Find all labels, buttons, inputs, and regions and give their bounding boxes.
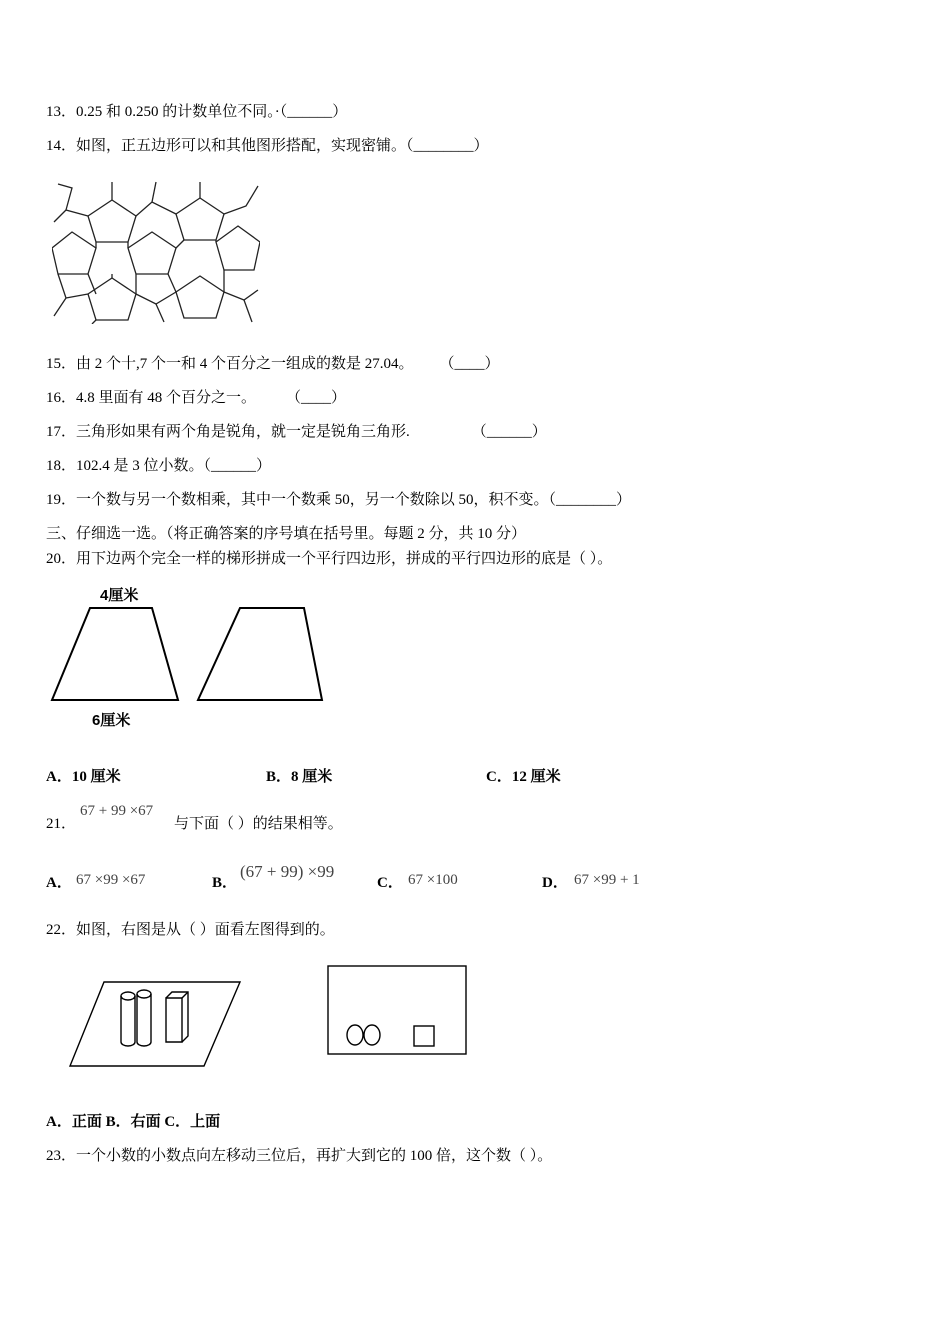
- trapezoid-left: [52, 608, 178, 700]
- pentagon-4: [216, 226, 260, 270]
- pentagon-7: [176, 276, 224, 318]
- question-15-text: 15．由 2 个十,7 个一和 4 个百分之一组成的数是 27.04。: [46, 356, 414, 372]
- question-16-blank: （____）: [286, 390, 347, 406]
- question-17: [46, 422, 547, 442]
- q21-option-a-expr: 67 ×99 ×67: [76, 872, 146, 888]
- question-14: 14．如图，正五边形可以和其他图形搭配，实现密铺。（________）: [46, 138, 489, 154]
- question-16: [46, 388, 346, 408]
- pentagon-1: [88, 200, 136, 242]
- q20-option-b[interactable]: B．8 厘米: [266, 769, 333, 785]
- q20-option-c[interactable]: C．12 厘米: [486, 769, 561, 785]
- question-19: 19．一个数与另一个数相乘，其中一个数乘 50，另一个数除以 50，积不变。（________）: [46, 492, 632, 508]
- view-square: [414, 1026, 434, 1046]
- q22-options[interactable]: A．正面 B．右面 C．上面: [46, 1114, 221, 1130]
- question-17-blank: （______）: [471, 424, 547, 440]
- rectangular-prism: [166, 992, 188, 1042]
- section-3-heading: 三、仔细选一选。（将正确答案的序号填在括号里。每题 2 分，共 10 分）: [46, 526, 527, 542]
- question-16-text: 16．4.8 里面有 48 个百分之一。: [46, 390, 257, 406]
- three-view-figure: [68, 962, 474, 1070]
- q21-option-c-label[interactable]: C．: [377, 875, 403, 891]
- trapezoid-bottom-label: 6厘米: [92, 712, 131, 729]
- q21-option-a-label[interactable]: A．: [46, 875, 72, 891]
- cylinder-2: [137, 990, 151, 1046]
- view-circle-1: [347, 1025, 363, 1045]
- question-21-expression: 67 + 99 ×67: [80, 803, 154, 819]
- question-17-text: 17．三角形如果有两个角是锐角，就一定是锐角三角形.: [46, 424, 410, 440]
- question-18: 18．102.4 是 3 位小数。（______）: [46, 458, 272, 474]
- q21-option-c-expr: 67 ×100: [408, 872, 458, 888]
- pentagon-5: [52, 232, 96, 274]
- trapezoid-right: [198, 608, 322, 700]
- pentagon-2: [176, 198, 224, 240]
- question-21-number: 21．: [46, 816, 77, 832]
- pentagon-tessellation-figure: [52, 180, 260, 324]
- parallelogram-base: [70, 982, 240, 1066]
- q21-option-d-expr: 67 ×99 + 1: [574, 872, 640, 888]
- question-22: 22．如图，右图是从（ ）面看左图得到的。: [46, 922, 335, 938]
- view-circle-2: [364, 1025, 380, 1045]
- q20-option-a[interactable]: A．10 厘米: [46, 769, 121, 785]
- question-15: [46, 354, 500, 374]
- cylinder-1: [121, 992, 135, 1046]
- question-15-blank: （____）: [439, 356, 500, 372]
- trapezoid-top-label: 4厘米: [100, 587, 139, 604]
- question-13: 13．0.25 和 0.250 的计数单位不同。·（______）: [46, 104, 348, 120]
- q21-option-d-label[interactable]: D．: [542, 875, 568, 891]
- question-21-text: 与下面（ ）的结果相等。: [174, 816, 343, 832]
- trapezoid-figure: [48, 582, 338, 732]
- question-23: 23．一个小数的小数点向左移动三位后，再扩大到它的 100 倍，这个数（ ）。: [46, 1148, 553, 1164]
- q21-option-b-expr: (67 + 99) ×99: [240, 862, 335, 881]
- pentagon-3: [128, 232, 176, 274]
- q21-option-b-label[interactable]: B．: [212, 875, 238, 891]
- pentagon-6: [88, 278, 136, 320]
- question-20: 20．用下边两个完全一样的梯形拼成一个平行四边形，拼成的平行四边形的底是（ ）。: [46, 551, 613, 567]
